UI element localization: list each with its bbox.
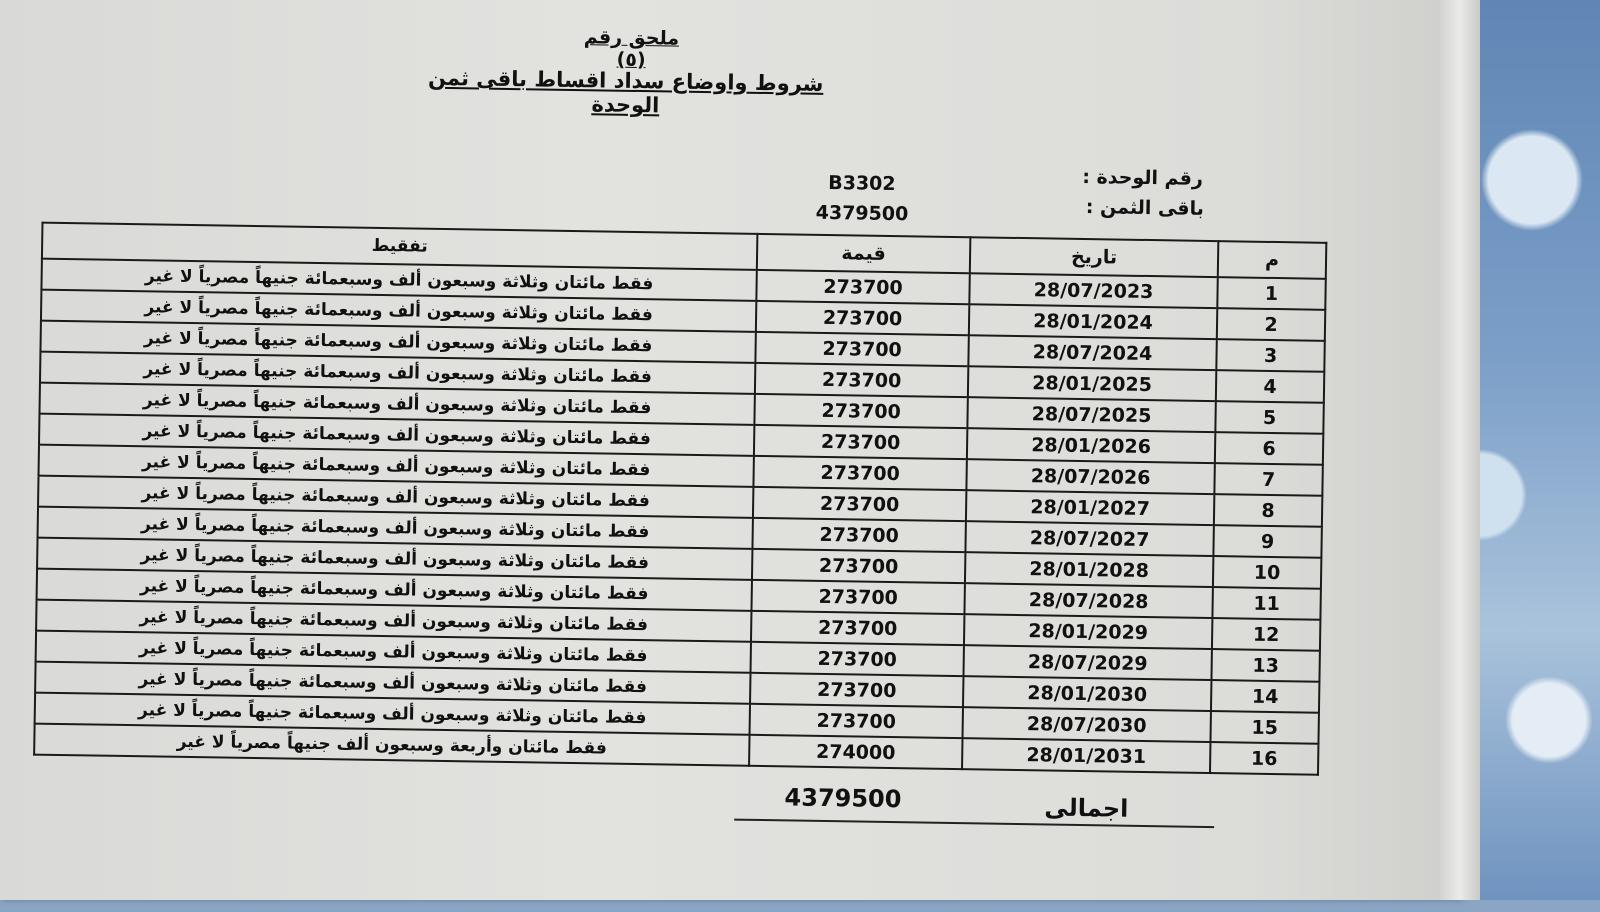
row-value: 273700 (752, 518, 965, 552)
row-words: فقط مائتان وثلاثة وسبعون ألف وسبعمائة جنيهاً مصرياً لا غير (38, 507, 753, 549)
row-date: 28/01/2025 (968, 366, 1216, 401)
row-words: فقط مائتان وثلاثة وسبعون ألف وسبعمائة جنيهاً مصرياً لا غير (41, 290, 756, 332)
row-words: فقط مائتان وثلاثة وسبعون ألف وسبعمائة جنيهاً مصرياً لا غير (35, 662, 750, 704)
header-value: قيمة (757, 234, 971, 273)
row-value: 273700 (751, 580, 964, 614)
unit-number-label: رقم الوحدة : (1082, 165, 1204, 190)
row-value: 273700 (754, 425, 967, 459)
row-index: 15 (1210, 711, 1318, 744)
row-index: 6 (1215, 432, 1323, 465)
row-value: 273700 (750, 673, 963, 707)
row-date: 28/07/2024 (968, 335, 1216, 370)
row-index: 2 (1217, 308, 1325, 341)
remaining-price-value: 4379500 (815, 201, 909, 226)
row-value: 273700 (754, 394, 967, 428)
header-index: م (1218, 241, 1327, 279)
row-value: 273700 (752, 549, 965, 583)
row-value: 273700 (750, 704, 963, 738)
row-date: 28/07/2029 (963, 645, 1211, 680)
row-words: فقط مائتان وثلاثة وسبعون ألف وسبعمائة جنيهاً مصرياً لا غير (36, 600, 751, 642)
row-index: 13 (1211, 649, 1319, 682)
row-words: فقط مائتان وثلاثة وسبعون ألف وسبعمائة جنيهاً مصرياً لا غير (37, 538, 752, 580)
row-index: 10 (1213, 556, 1321, 589)
row-value: 273700 (756, 270, 969, 304)
row-index: 1 (1217, 277, 1325, 310)
row-words: فقط مائتان وثلاثة وسبعون ألف وسبعمائة جنيهاً مصرياً لا غير (39, 383, 754, 425)
total-value: 4379500 (784, 783, 902, 814)
row-index: 7 (1214, 463, 1322, 496)
row-date: 28/07/2027 (965, 521, 1213, 556)
row-date: 28/01/2026 (967, 428, 1215, 463)
row-words: فقط مائتان وثلاثة وسبعون ألف وسبعمائة جنيهاً مصرياً لا غير (39, 414, 754, 456)
remaining-price-label: باقى الثمن : (1085, 196, 1205, 220)
row-words: فقط مائتان وثلاثة وسبعون ألف وسبعمائة جنيهاً مصرياً لا غير (37, 569, 752, 611)
row-value: 274000 (749, 735, 962, 769)
row-index: 4 (1216, 370, 1324, 403)
row-index: 9 (1213, 525, 1321, 558)
row-index: 5 (1215, 401, 1323, 434)
row-words: فقط مائتان وثلاثة وسبعون ألف وسبعمائة جنيهاً مصرياً لا غير (41, 259, 756, 301)
total-label: اجمالى (1044, 793, 1129, 823)
row-index: 16 (1210, 742, 1318, 775)
row-index: 12 (1212, 618, 1320, 651)
row-words: فقط مائتان وثلاثة وسبعون ألف وسبعمائة جنيهاً مصرياً لا غير (35, 693, 750, 735)
row-index: 11 (1212, 587, 1320, 620)
row-value: 273700 (751, 642, 964, 676)
row-words: فقط مائتان وثلاثة وسبعون ألف وسبعمائة جنيهاً مصرياً لا غير (38, 476, 753, 518)
installments-table (33, 222, 1327, 776)
row-date: 28/01/2029 (964, 614, 1212, 649)
row-value: 273700 (753, 487, 966, 521)
row-date: 28/07/2023 (969, 273, 1217, 308)
row-index: 14 (1211, 680, 1319, 713)
row-date: 28/01/2028 (965, 552, 1213, 587)
document-title: شروط واوضاع سداد اقساط باقى ثمن الوحدة (427, 65, 824, 118)
row-words: فقط مائتان وثلاثة وسبعون ألف وسبعمائة جنيهاً مصرياً لا غير (40, 321, 755, 363)
row-value: 273700 (755, 363, 968, 397)
row-value: 273700 (756, 301, 969, 335)
row-words: فقط مائتان وأربعة وسبعون ألف جنيهاً مصرياً لا غير (34, 724, 749, 766)
row-value: 273700 (751, 611, 964, 645)
row-date: 28/01/2031 (962, 738, 1210, 773)
row-words: فقط مائتان وثلاثة وسبعون ألف وسبعمائة جنيهاً مصرياً لا غير (40, 352, 755, 394)
total-underline (734, 819, 1214, 829)
header-words: تفقيط (42, 223, 757, 270)
row-words: فقط مائتان وثلاثة وسبعون ألف وسبعمائة جنيهاً مصرياً لا غير (36, 631, 751, 673)
row-index: 8 (1214, 494, 1322, 527)
row-value: 273700 (755, 332, 968, 366)
annex-title: ملحق رقم (٥) (583, 26, 680, 72)
row-date: 28/01/2030 (963, 676, 1211, 711)
row-value: 273700 (753, 456, 966, 490)
row-date: 28/07/2025 (967, 397, 1215, 432)
row-date: 28/01/2024 (969, 304, 1217, 339)
row-date: 28/07/2026 (966, 459, 1214, 494)
row-date: 28/07/2030 (963, 707, 1211, 742)
unit-number-value: B3302 (828, 171, 896, 196)
row-date: 28/07/2028 (964, 583, 1212, 618)
row-index: 3 (1216, 339, 1324, 372)
row-words: فقط مائتان وثلاثة وسبعون ألف وسبعمائة جنيهاً مصرياً لا غير (39, 445, 754, 487)
header-date: تاريخ (970, 237, 1219, 277)
row-date: 28/01/2027 (966, 490, 1214, 525)
